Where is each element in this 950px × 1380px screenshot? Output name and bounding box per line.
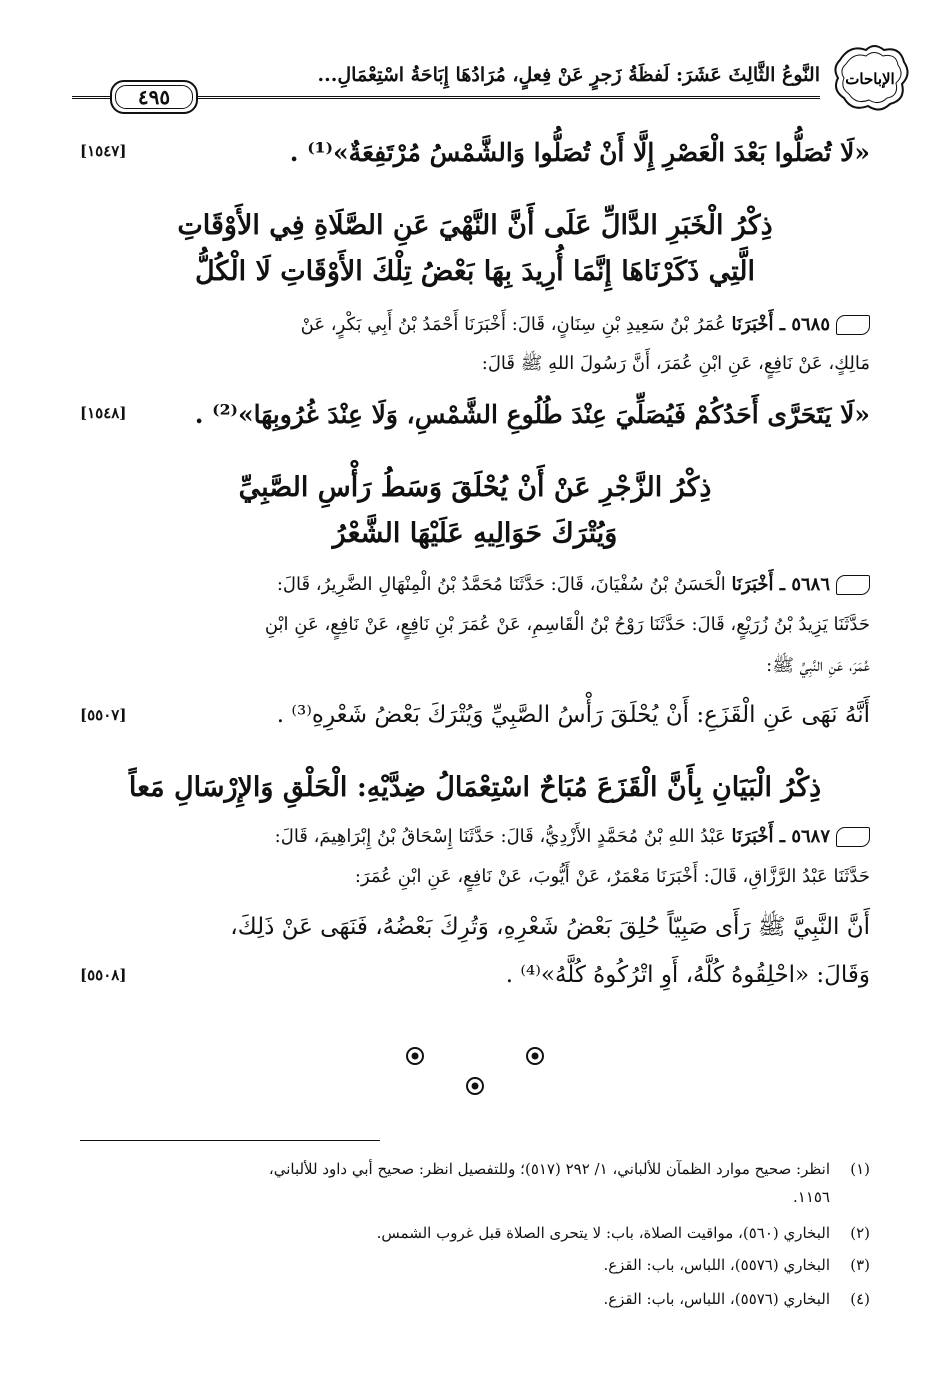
page-number: ٤٩٥ (110, 80, 198, 114)
ornament-icon (405, 1046, 425, 1066)
footnote-number: (٣) (850, 1256, 870, 1274)
footnote-text: البخاري (٥٥٧٦)، اللباس، باب: القزع. (603, 1256, 830, 1274)
chapter-heading: ذِكْرُ الْبَيَانِ بِأَنَّ الْقَزَعَ مُبَاحٌ اسْتِعْمَالُ ضِدَّيْهِ: الْحَلْقِ وَالإِرْسَالِ مَعاً (128, 772, 822, 803)
hadith-5687-matn (80, 962, 870, 988)
ornament-icon (525, 1046, 545, 1066)
chapter-heading: وَيُتْرَكَ حَوَالِيهِ عَلَيْهَا الشَّعْرُ (332, 518, 618, 549)
hadith-ref: [٥٥٠٨] (80, 966, 127, 984)
hadith-isnad (80, 314, 870, 335)
hadith-number: ٥٦٨٦ ـ أَخْبَرَنَا (731, 574, 830, 595)
footnote-number: (٤) (850, 1290, 870, 1308)
hadith-text: وَقَالَ: «احْلِقُوهُ كُلَّهُ، أَوِ اتْرُكُوهُ كُلَّهُ»⁽⁴⁾ . (505, 962, 870, 988)
isnad-line: مَالِكٍ، عَنْ نَافِعٍ، عَنِ ابْنِ عُمَرَ، أَنَّ رَسُولَ اللهِ ﷺ قَالَ: (481, 353, 870, 374)
hadith-5685-matn (80, 400, 870, 429)
isnad-line: الْحَسَنُ بْنُ سُفْيَانَ، قَالَ: حَدَّثَنَا مُحَمَّدُ بْنُ الْمِنْهَالِ الضَّرِيرُ، قَالَ: (276, 574, 726, 595)
chapter-heading: الَّتِي ذَكَرْنَاهَا إِنَّمَا أُرِيدَ بِهَا بَعْضُ تِلْكَ الأَوْقَاتِ لَا الْكُلُّ (194, 256, 756, 287)
section-logo-icon (830, 40, 910, 114)
footnote-number: (١) (850, 1160, 870, 1178)
footnote-text: البخاري (٥٦٠)، مواقيت الصلاة، باب: لا يتحرى الصلاة قبل غروب الشمس. (376, 1224, 830, 1242)
logo-text: الإباحات (845, 70, 895, 88)
hadith-ref: [١٥٤٨] (80, 404, 127, 422)
hadith-ref: [٥٥٠٧] (80, 706, 127, 724)
hadith-marker-icon (836, 575, 870, 595)
footnote (80, 1256, 870, 1274)
footnote-text: البخاري (٥٥٧٦)، اللباس، باب: القزع. (603, 1290, 830, 1308)
ornament-icon (465, 1076, 485, 1096)
hadith-isnad (80, 826, 870, 847)
hadith-marker-icon (836, 827, 870, 847)
hadith-5687-matn: أَنَّ النَّبِيَّ ﷺ رَأَى صَبِيّاً حُلِقَ بَعْضُ شَعْرِهِ، وَتُرِكَ بَعْضُهُ، فَنَهَى عَنْ ذَلِكَ، (230, 914, 870, 940)
footnote-continuation: ١١٥٦. (792, 1188, 830, 1206)
footnote-text: انظر: صحيح موارد الظمآن للألباني، ١/ ٢٩٢ (٥١٧)؛ وللتفصيل انظر: صحيح أبي داود للألباني، (268, 1160, 830, 1178)
footnote-rule (80, 1140, 380, 1141)
isnad-line: عُمَرُ بْنُ سَعِيدِ بْنِ سِنَانٍ، قَالَ: أَخْبَرَنَا أَحْمَدُ بْنُ أَبِي بَكْرٍ، عَنْ (300, 314, 726, 335)
hadith-text: «لَا يَتَحَرَّى أَحَدُكُمْ فَيُصَلِّيَ عِنْدَ طُلُوعِ الشَّمْسِ، وَلَا عِنْدَ غُرُوبِهَا»⁽²⁾ . (194, 400, 870, 429)
header-rule-left (72, 96, 110, 99)
isnad-line: عَبْدُ اللهِ بْنُ مُحَمَّدٍ الأَزْدِيُّ، قَالَ: حَدَّثَنَا إِسْحَاقُ بْنُ إِبْرَاهِيمَ، قَالَ: (274, 826, 726, 847)
hadith-1547 (80, 138, 870, 167)
running-title: النَّوعُ الثَّالِثَ عَشَرَ: لَفظَةُ زَجرٍ عَنْ فِعلٍ، مُرَادُهَا إِبَاحَةُ اسْتِعْمَالِ... (317, 64, 820, 86)
footnote (80, 1290, 870, 1308)
hadith-marker-icon (836, 315, 870, 335)
chapter-heading: ذِكْرُ الْخَبَرِ الدَّالِّ عَلَى أَنَّ النَّهْيَ عَنِ الصَّلَاةِ فِي الأَوْقَاتِ (177, 210, 773, 241)
page-header (80, 56, 820, 116)
hadith-5686-matn (80, 702, 870, 728)
isnad-line: حَدَّثَنَا عَبْدُ الرَّزَّاقِ، قَالَ: أَخْبَرَنَا مَعْمَرٌ، عَنْ أَيُّوبَ، عَنْ نَافِعٍ، عَنِ ابْنِ عُمَرَ: (354, 866, 870, 887)
isnad-line: عُمَرَ، عَنِ النَّبِيِّ ﷺ: (766, 655, 870, 676)
hadith-isnad (80, 574, 870, 595)
hadith-number: ٥٦٨٧ ـ أَخْبَرَنَا (731, 826, 830, 847)
chapter-heading: ذِكْرُ الزَّجْرِ عَنْ أَنْ يُحْلَقَ وَسَطُ رَأْسِ الصَّبِيِّ (238, 472, 712, 503)
isnad-line: حَدَّثَنَا يَزِيدُ بْنُ زُرَيْعٍ، قَالَ: حَدَّثَنَا رَوْحُ بْنُ الْقَاسِمِ، عَنْ عُمَرَ بْنِ نَافِعٍ، عَنْ نَافِعٍ، عَنِ ابْنِ (264, 614, 870, 635)
footnote (80, 1160, 870, 1178)
hadith-number: ٥٦٨٥ ـ أَخْبَرَنَا (731, 314, 830, 335)
hadith-ref: [١٥٤٧] (80, 142, 127, 160)
hadith-text: أَنَّهُ نَهَى عَنِ الْقَزَعِ: أَنْ يُحْلَقَ رَأْسُ الصَّبِيِّ وَيُتْرَكَ بَعْضُ شَعْرِهِ⁽³⁾ . (276, 702, 870, 728)
header-rule (198, 96, 820, 99)
footnote-number: (٢) (850, 1224, 870, 1242)
footnote (80, 1224, 870, 1242)
hadith-text: «لَا تُصَلُّوا بَعْدَ الْعَصْرِ إِلَّا أَنْ تُصَلُّوا وَالشَّمْسُ مُرْتَفِعَةٌ»⁽¹⁾ . (289, 138, 870, 167)
